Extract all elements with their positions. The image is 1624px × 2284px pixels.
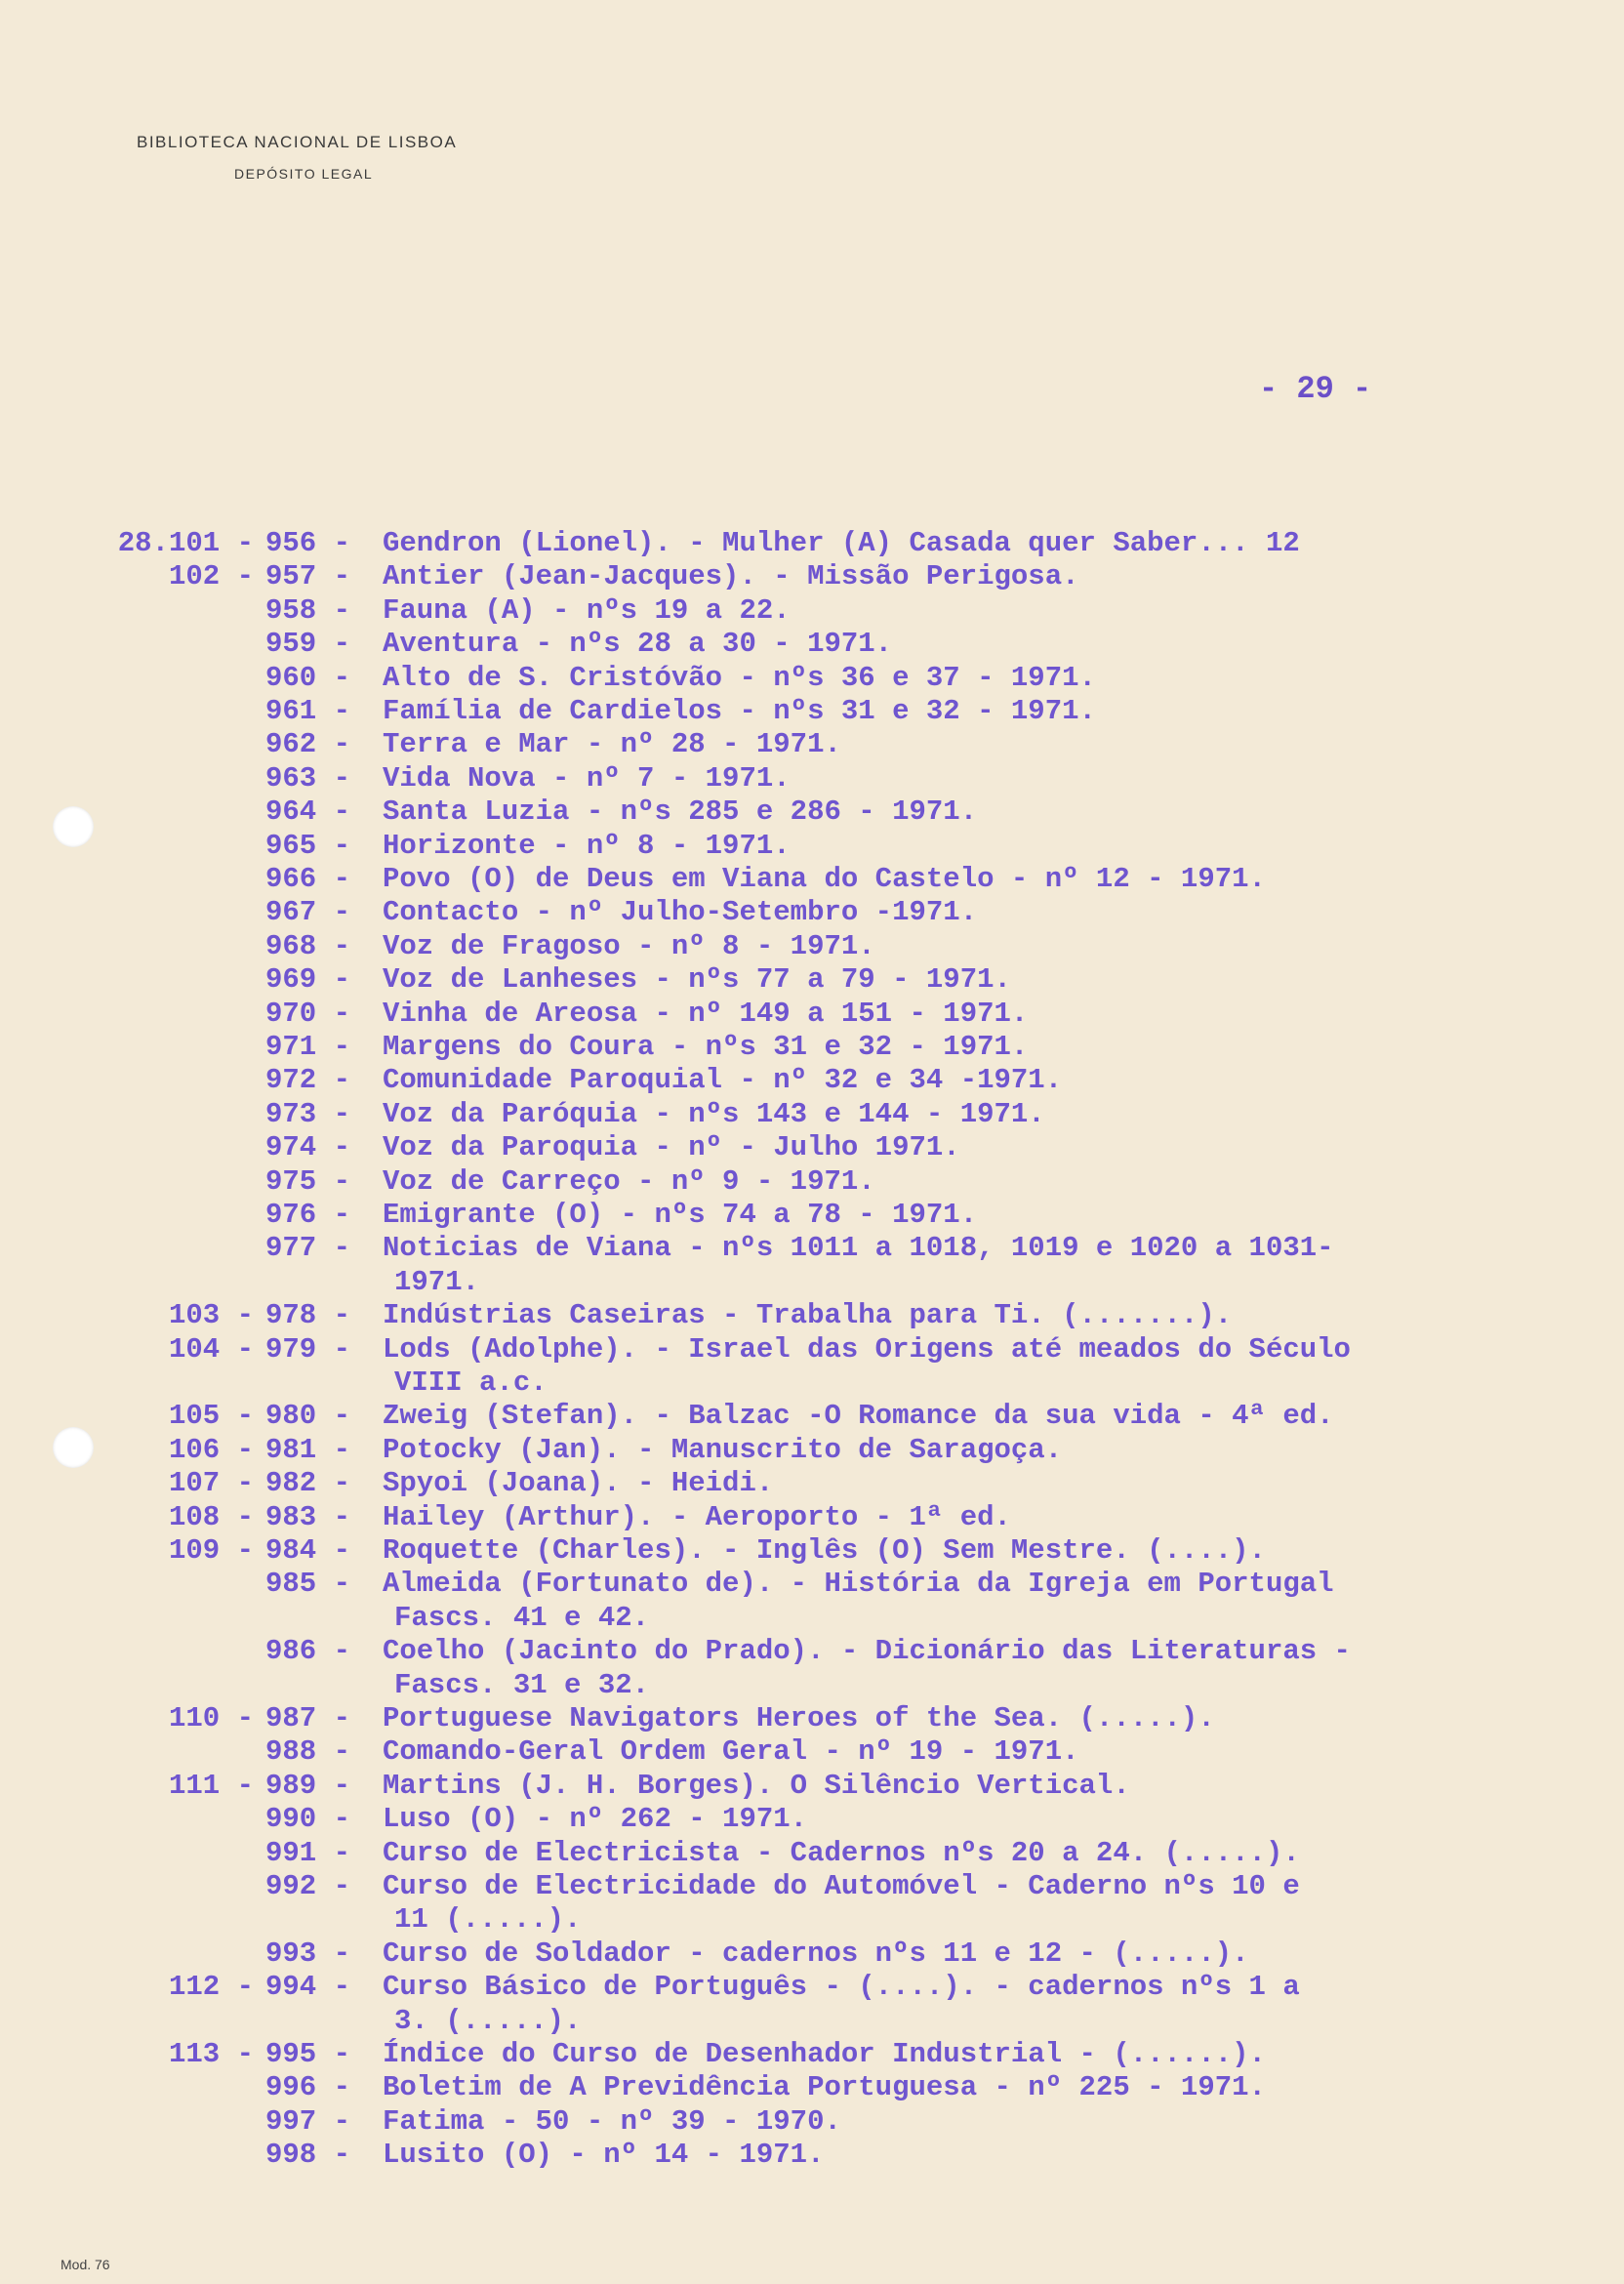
entry-description: Terra e Mar - nº 28 - 1971. (383, 728, 841, 761)
catalogue-number: 990 - (265, 1803, 351, 1836)
entry-description: Martins (J. H. Borges). O Silêncio Vertical. (383, 1769, 1130, 1802)
entry-description: Voz da Paroquia - nº - Julho 1971. (383, 1131, 960, 1164)
entry-description: Índice do Curso de Desenhador Industrial - (......). (383, 2038, 1266, 2070)
catalogue-number: 963 - (265, 761, 351, 795)
entry-description: Alto de S. Cristóvão - nºs 36 e 37 - 1971. (383, 661, 1096, 694)
entry-description: Spyoi (Joana). - Heidi. (383, 1467, 774, 1500)
entry-description: Vida Nova - nº 7 - 1971. (383, 761, 791, 795)
catalogue-number: 961 - (265, 695, 351, 727)
catalogue-number: 959 - (265, 628, 351, 661)
entry-continuation: 3. (.....). (394, 2004, 582, 2037)
catalogue-number: 965 - (265, 829, 351, 862)
catalogue-number: 991 - (265, 1836, 351, 1869)
entry-description: Antier (Jean-Jacques). - Missão Perigosa. (383, 560, 1079, 593)
entry-description: Luso (O) - nº 262 - 1971. (383, 1803, 808, 1836)
catalogue-number: 967 - (265, 896, 351, 929)
entry-description: Indústrias Caseiras - Trabalha para Ti. (.......). (383, 1299, 1233, 1332)
entry-continuation: VIII a.c. (394, 1366, 548, 1399)
entry-continuation: Fascs. 31 e 32. (394, 1668, 650, 1701)
entry-description: Noticias de Viana - nºs 1011 a 1018, 1019 e 1020 a 1031- (383, 1232, 1334, 1265)
catalogue-number: 975 - (265, 1164, 351, 1198)
institution-name: BIBLIOTECA NACIONAL DE LISBOA (137, 133, 458, 151)
punch-hole (53, 806, 94, 847)
catalogue-number: 996 - (265, 2071, 351, 2104)
register-number: 103 - (168, 1299, 254, 1332)
catalogue-number: 994 - (265, 1971, 351, 2004)
entry-description: Roquette (Charles). - Inglês (O) Sem Mestre. (....). (383, 1534, 1266, 1567)
form-code: Mod. 76 (61, 2257, 110, 2272)
entry-description: Aventura - nºs 28 a 30 - 1971. (383, 628, 893, 661)
entry-description: Lods (Adolphe). - Israel das Origens até meados do Século (383, 1332, 1351, 1366)
catalogue-number: 998 - (265, 2139, 351, 2172)
catalogue-number: 956 - (265, 527, 351, 559)
entry-description: Povo (O) de Deus em Viana do Castelo - nº 12 - 1971. (383, 863, 1266, 895)
catalogue-number: 970 - (265, 997, 351, 1030)
entry-description: Emigrante (O) - nºs 74 a 78 - 1971. (383, 1199, 978, 1231)
entry-description: Vinha de Areosa - nº 149 a 151 - 1971. (383, 997, 1029, 1030)
register-number: 111 - (168, 1769, 254, 1802)
entry-description: Voz de Lanheses - nºs 77 a 79 - 1971. (383, 963, 1011, 997)
entry-description: Margens do Coura - nºs 31 e 32 - 1971. (383, 1031, 1029, 1063)
catalogue-number: 983 - (265, 1500, 351, 1533)
catalogue-number: 982 - (265, 1467, 351, 1500)
register-number: 110 - (168, 1702, 254, 1734)
catalogue-number: 958 - (265, 593, 351, 627)
catalogue-number: 979 - (265, 1332, 351, 1366)
catalogue-number: 964 - (265, 795, 351, 829)
catalogue-number: 987 - (265, 1702, 351, 1734)
catalogue-number: 993 - (265, 1937, 351, 1970)
catalogue-number: 997 - (265, 2104, 351, 2138)
entry-description: Zweig (Stefan). - Balzac -O Romance da sua vida - 4ª ed. (383, 1400, 1334, 1433)
entry-description: Comunidade Paroquial - nº 32 e 34 -1971. (383, 1064, 1063, 1097)
catalogue-number: 957 - (265, 560, 351, 593)
entry-description: Coelho (Jacinto do Prado). - Dicionário das Literaturas - (383, 1635, 1351, 1668)
entry-description: Curso de Soldador - cadernos nºs 11 e 12 - (.....). (383, 1937, 1249, 1970)
register-number: 28.101 - (117, 527, 254, 559)
register-number: 102 - (168, 560, 254, 593)
entry-description: Lusito (O) - nº 14 - 1971. (383, 2139, 825, 2172)
entry-continuation: 11 (.....). (394, 1903, 582, 1937)
register-number: 104 - (168, 1332, 254, 1366)
entry-description: Comando-Geral Ordem Geral - nº 19 - 1971. (383, 1735, 1079, 1769)
entry-description: Família de Cardielos - nºs 31 e 32 - 1971. (383, 695, 1096, 727)
entry-continuation: 1971. (394, 1265, 480, 1298)
catalogue-number: 989 - (265, 1769, 351, 1802)
entry-continuation: Fascs. 41 e 42. (394, 1601, 650, 1634)
register-number: 107 - (168, 1467, 254, 1500)
catalogue-number: 968 - (265, 929, 351, 962)
entry-description: Voz de Fragoso - nº 8 - 1971. (383, 929, 875, 962)
entry-description: Contacto - nº Julho-Setembro -1971. (383, 896, 978, 929)
catalogue-number: 978 - (265, 1299, 351, 1332)
catalogue-number: 971 - (265, 1031, 351, 1063)
catalogue-number: 992 - (265, 1870, 351, 1902)
page-number: - 29 - (1259, 371, 1372, 407)
register-number: 109 - (168, 1534, 254, 1567)
catalogue-number: 972 - (265, 1064, 351, 1097)
entry-description: Santa Luzia - nºs 285 e 286 - 1971. (383, 795, 978, 829)
catalogue-number: 966 - (265, 863, 351, 895)
catalogue-number: 988 - (265, 1735, 351, 1769)
entry-description: Curso de Electricidade do Automóvel - Caderno nºs 10 e (383, 1870, 1300, 1902)
catalogue-number: 976 - (265, 1199, 351, 1231)
catalogue-number: 974 - (265, 1131, 351, 1164)
register-number: 112 - (168, 1971, 254, 2004)
catalogue-number: 986 - (265, 1635, 351, 1668)
department-name: DEPÓSITO LEGAL (234, 166, 374, 182)
entry-description: Fauna (A) - nºs 19 a 22. (383, 593, 791, 627)
entry-description: Curso de Electricista - Cadernos nºs 20 a 24. (.....). (383, 1836, 1300, 1869)
catalogue-number: 985 - (265, 1568, 351, 1601)
entry-description: Hailey (Arthur). - Aeroporto - 1ª ed. (383, 1500, 1011, 1533)
catalogue-number: 981 - (265, 1433, 351, 1466)
catalogue-number: 960 - (265, 661, 351, 694)
register-number: 113 - (168, 2038, 254, 2070)
entry-description: Fatima - 50 - nº 39 - 1970. (383, 2104, 841, 2138)
entry-description: Horizonte - nº 8 - 1971. (383, 829, 791, 862)
entry-description: Boletim de A Previdência Portuguesa - nº 225 - 1971. (383, 2071, 1266, 2104)
catalogue-number: 973 - (265, 1097, 351, 1130)
entry-description: Gendron (Lionel). - Mulher (A) Casada quer Saber... 12 (383, 527, 1300, 559)
catalogue-number: 977 - (265, 1232, 351, 1265)
entry-description: Voz de Carreço - nº 9 - 1971. (383, 1164, 875, 1198)
catalogue-number: 995 - (265, 2038, 351, 2070)
entry-description: Voz da Paróquia - nºs 143 e 144 - 1971. (383, 1097, 1045, 1130)
catalogue-number: 980 - (265, 1400, 351, 1433)
entry-description: Portuguese Navigators Heroes of the Sea. (.....). (383, 1702, 1215, 1734)
letterhead (137, 133, 458, 182)
register-number: 108 - (168, 1500, 254, 1533)
register-number: 105 - (168, 1400, 254, 1433)
entry-description: Almeida (Fortunato de). - História da Igreja em Portugal (383, 1568, 1334, 1601)
register-number: 106 - (168, 1433, 254, 1466)
entry-description: Curso Básico de Português - (....). - cadernos nºs 1 a (383, 1971, 1300, 2004)
entry-description: Potocky (Jan). - Manuscrito de Saragoça. (383, 1433, 1063, 1466)
catalogue-number: 969 - (265, 963, 351, 997)
catalogue-number: 962 - (265, 728, 351, 761)
catalogue-number: 984 - (265, 1534, 351, 1567)
